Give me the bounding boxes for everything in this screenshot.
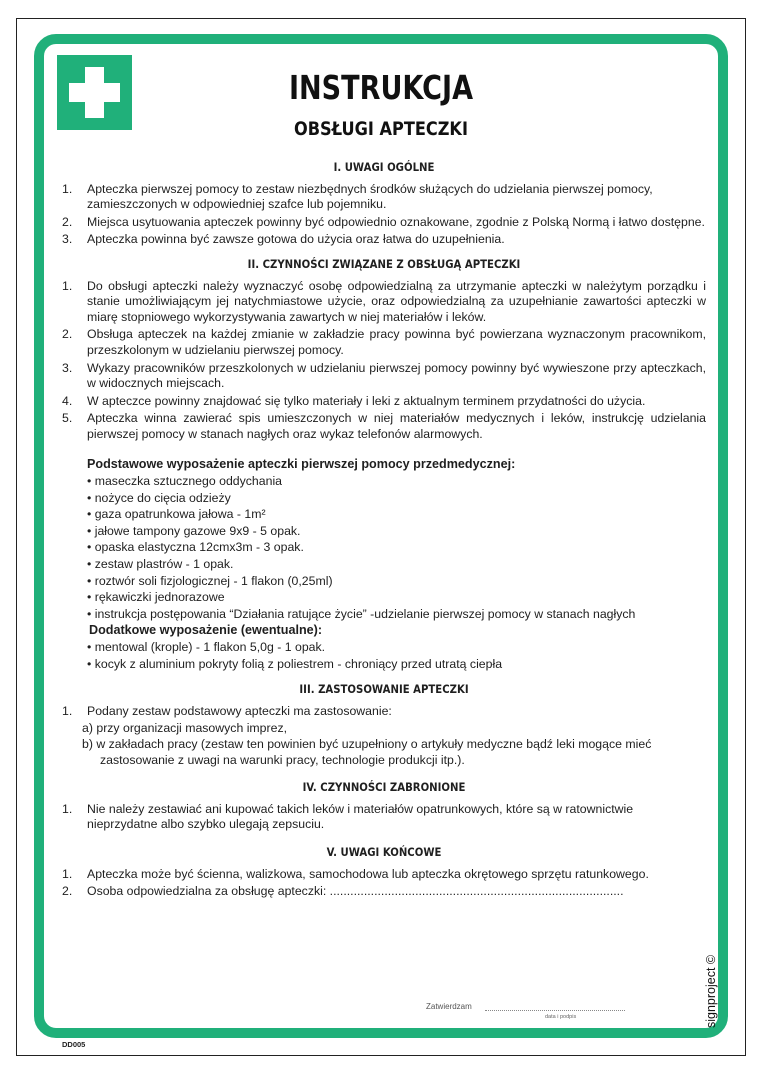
equipment-block [87, 457, 706, 673]
item-text: Apteczka może być ścienna, walizkowa, samochodowa lub apteczka okrętowego sprzętu ratunkowego. [87, 866, 649, 881]
equipment-item: • nożyce do cięcia odzieży [87, 490, 231, 505]
section-prohibited [62, 780, 706, 833]
sub-item-a: a) przy organizacji masowych imprez, [82, 721, 288, 736]
section-general [62, 160, 706, 248]
item-text: Podany zestaw podstawowy apteczki ma zastosowanie: [87, 703, 392, 718]
equipment-item: • maseczka sztucznego oddychania [87, 474, 283, 489]
optional-equipment-heading: Dodatkowe wyposażenie (ewentualne): [89, 623, 323, 638]
sub-item-b-continued: zastosowanie z uwagi na warunki pracy, technologie produkcji itp.). [100, 752, 465, 767]
section-application [62, 682, 706, 768]
item-number: 5. [62, 411, 73, 426]
equipment-item: • jałowe tampony gazowe 9x9 - 5 opak. [87, 523, 301, 538]
operations-list [62, 279, 706, 443]
equipment-item: • rękawiczki jednorazowe [87, 590, 225, 605]
date-signature-label: data i podpis [545, 1014, 577, 1020]
equipment-item: • instrukcja postępowania “Działania ratujące życie” -udzielanie pierwszej pomocy w stanach nagłych [87, 606, 636, 621]
general-list [62, 182, 706, 248]
approval-label: Zatwierdzam [426, 1002, 472, 1011]
item-number: 3. [62, 232, 73, 247]
equipment-item: • gaza opatrunkowa jałowa - 1m² [87, 507, 266, 522]
list-item [62, 394, 706, 410]
section-heading: V. UWAGI KOŃCOWE [326, 844, 442, 859]
section-heading: I. UWAGI OGÓLNE [333, 160, 435, 174]
item-number: 1. [62, 181, 73, 196]
list-item [62, 182, 706, 213]
item-number: 3. [62, 360, 73, 375]
item-text: Nie należy zestawiać ani kupować takich leków i materiałów opatrunkowych, które są w ratownictwie nieprzydatne albo szybko ulegają zepsuciu. [87, 801, 634, 832]
section-final [62, 845, 706, 900]
list-item [62, 215, 706, 231]
final-list [62, 867, 706, 900]
page-title: INSTRUKCJA [288, 68, 474, 107]
item-text: W apteczce powinny znajdować się tylko materiały i leki z aktualnym terminem przydatności do użycia. [87, 393, 646, 408]
application-list [62, 704, 706, 720]
item-text: Apteczka winna zawierać spis umieszczonych w niej materiałów medycznych i leków, instrukcję udzielania pierwszej pomocy w stanach nagłych oraz wykaz telefonów alarmowych. [87, 411, 706, 441]
section-operations [62, 257, 706, 672]
page-subtitle: OBSŁUGI APTECZKI [294, 118, 468, 140]
item-number: 1. [62, 801, 73, 816]
list-item [62, 279, 706, 326]
equipment-item: • opaska elastyczna 12cmx3m - 3 opak. [87, 540, 304, 555]
equipment-item: • roztwór soli fizjologicznej - 1 flakon (0,25ml) [87, 573, 333, 588]
item-text: Apteczka powinna być zawsze gotowa do użycia oraz łatwa do uzupełnienia. [87, 232, 505, 247]
document-body [62, 160, 706, 902]
item-number: 1. [62, 278, 73, 293]
list-item [62, 361, 706, 392]
optional-equipment-item: • mentowal (krople) - 1 flakon 5,0g - 1 opak. [87, 640, 326, 655]
optional-equipment-item: • kocyk z aluminium pokryty folią z poliestrem - chroniący przed utratą ciepła [87, 656, 503, 671]
signature-line [485, 1010, 625, 1011]
brand-label: signproject © [704, 954, 718, 1028]
item-number: 2. [62, 327, 73, 342]
equipment-heading: Podstawowe wyposażenie apteczki pierwszej pomocy przedmedycznej: [87, 456, 516, 471]
list-item [62, 411, 706, 442]
sub-item-b: b) w zakładach pracy (zestaw ten powinien być uzupełniony o artykuły medyczne bądź leki mogące mieć [82, 737, 652, 751]
item-text: Osoba odpowiedzialna za obsługę apteczki: ...................................................................................... [87, 884, 624, 899]
item-text: Miejsca usytuowania apteczek powinny być odpowiednio oznakowane, zgodnie z Polską Normą i łatwo dostępne. [87, 214, 705, 229]
item-number: 2. [62, 884, 73, 899]
item-number: 1. [62, 703, 73, 718]
item-text: Obsługa apteczek na każdej zmianie w zakładzie pracy powinna być powierzana wyznaczonym pracownikom, przeszkolonym w udzielaniu pierwszej pomocy. [87, 327, 706, 357]
prohibited-list [62, 802, 706, 833]
product-code: DD005 [62, 1040, 86, 1049]
item-number: 4. [62, 393, 73, 408]
equipment-item: • zestaw plastrów - 1 opak. [87, 557, 234, 572]
list-item [62, 867, 706, 883]
item-text: Apteczka pierwszej pomocy to zestaw niezbędnych środków służących do udzielania pierwszej pomocy, zamieszczonych w odpowiedniej szafce lub pojemniku. [87, 181, 653, 212]
section-heading: II. CZYNNOŚCI ZWIĄZANE Z OBSŁUGĄ APTECZKI [247, 256, 521, 271]
item-number: 1. [62, 866, 73, 881]
section-heading: III. ZASTOSOWANIE APTECZKI [299, 682, 469, 697]
list-item [62, 802, 706, 833]
item-text: Wykazy pracowników przeszkolonych w udzielaniu pierwszej pomocy powinny być wywieszone przy apteczkach, w widocznych miejscach. [87, 360, 706, 391]
list-item [62, 704, 706, 720]
list-item [62, 327, 706, 358]
list-item [62, 232, 706, 248]
section-heading: IV. CZYNNOŚCI ZABRONIONE [302, 780, 466, 795]
list-item [62, 884, 706, 900]
item-text: Do obsługi apteczki należy wyznaczyć osobę odpowiedzialną za utrzymanie apteczki w należytym porządku i stanie umożliwiającym jej natychmiastowe użycie, oraz odpowiedzialną za uzupełnianie zawartości apteczki w miarę stopniowego wykorzystywania zawartych w niej materiałów i leków. [87, 278, 706, 324]
item-number: 2. [62, 214, 73, 229]
